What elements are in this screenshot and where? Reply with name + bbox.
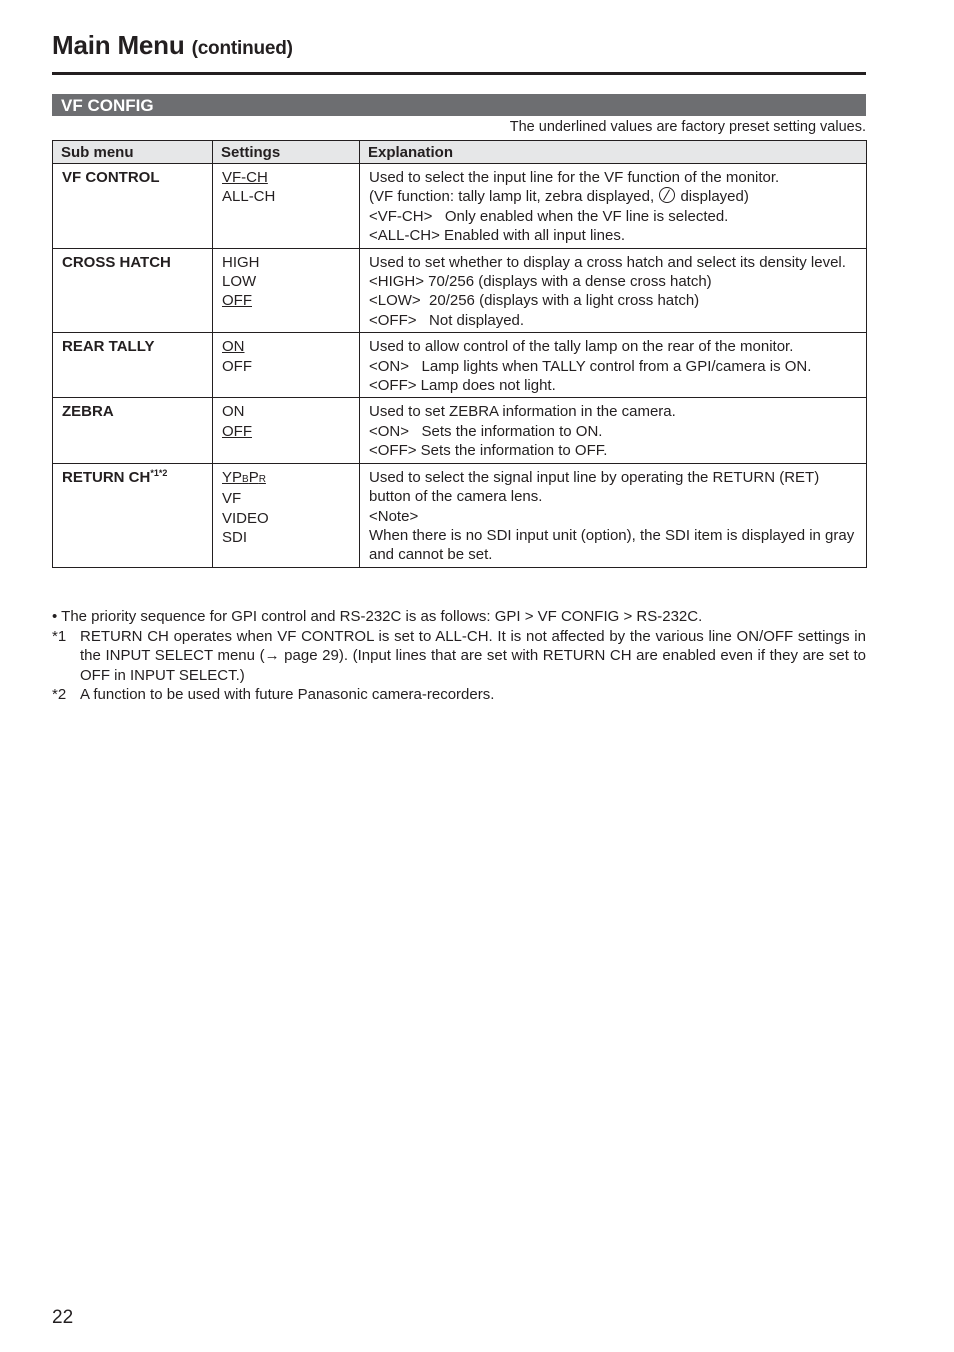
page-subtitle: (continued) xyxy=(191,38,293,59)
explanation-line: (VF function: tally lamp lit, zebra displayed, displayed) xyxy=(369,188,749,206)
setting-option: HIGH xyxy=(222,253,260,271)
explanation-line: <ON> Lamp lights when TALLY control from a GPI/camera is ON. xyxy=(369,357,812,375)
page-number: 22 xyxy=(52,1307,74,1328)
explanation-line: <HIGH> 70/256 (displays with a dense cross hatch) xyxy=(369,273,712,291)
footnote-ref: *1*2 xyxy=(150,467,168,478)
footnote-2 xyxy=(52,685,866,705)
explanation-line: Used to select the signal input line by operating the RETURN (RET) button of the camera lens. xyxy=(369,468,820,506)
explanation-line: <OFF> Lamp does not light. xyxy=(369,377,556,395)
explanation-cell xyxy=(360,333,867,398)
setting-option: VF xyxy=(222,490,242,508)
setting-option: OFF xyxy=(222,357,252,375)
explanation-line: When there is no SDI input unit (option), the SDI item is displayed in gray and cannot be set. xyxy=(369,526,855,564)
explanation-line: <ON> Sets the information to ON. xyxy=(369,422,603,440)
note-text: RETURN CH operates when VF CONTROL is set to ALL-CH. It is not affected by the various line ON/OFF settings in the INPUT SELECT menu (→ page 29). (Input lines that are set with RETURN CH are enabled even if they are set to OFF in INPUT SELECT.) xyxy=(80,627,866,684)
settings-cell xyxy=(213,248,360,333)
explanation-cell xyxy=(360,164,867,249)
explanation-line: <OFF> Sets the information to OFF. xyxy=(369,442,608,460)
table-row xyxy=(53,164,867,249)
note-text: A function to be used with future Panasonic camera-recorders. xyxy=(80,686,495,704)
setting-option: ALL-CH xyxy=(222,188,276,206)
explanation-cell xyxy=(360,398,867,463)
explanation-line: Used to select the input line for the VF function of the monitor. xyxy=(369,169,780,186)
table-row xyxy=(53,248,867,333)
settings-cell xyxy=(213,164,360,249)
preset-note: The underlined values are factory preset setting values. xyxy=(509,119,866,135)
footnote-mark: *1 xyxy=(52,627,67,645)
settings-cell xyxy=(213,463,360,567)
setting-option: VIDEO xyxy=(222,509,269,527)
setting-option: LOW xyxy=(222,273,257,291)
vf-config-table xyxy=(52,140,867,568)
settings-cell xyxy=(213,398,360,463)
explanation-line: <LOW> 20/256 (displays with a light cross hatch) xyxy=(369,292,700,310)
explanation-line: <ALL-CH> Enabled with all input lines. xyxy=(369,227,625,245)
explanation-line: Used to set whether to display a cross hatch and select its density level. xyxy=(369,253,846,271)
sub-menu-vf-control: VF CONTROL xyxy=(53,164,213,249)
settings-cell xyxy=(213,333,360,398)
sub-menu-zebra: ZEBRA xyxy=(53,398,213,463)
column-header-settings: Settings xyxy=(213,141,360,164)
sub-menu-cross-hatch: CROSS HATCH xyxy=(53,248,213,333)
table-row xyxy=(53,398,867,463)
explanation-line: Used to set ZEBRA information in the camera. xyxy=(369,403,676,421)
setting-option-default: ON xyxy=(222,338,245,356)
table-row xyxy=(53,463,867,567)
knob-icon xyxy=(659,187,675,203)
sub-menu-return-ch: RETURN CH$^{*1*2}$ xyxy=(53,463,213,567)
column-header-sub-menu: Sub menu xyxy=(53,141,213,164)
page-header xyxy=(52,30,866,61)
explanation-cell xyxy=(360,463,867,567)
setting-option-default: VF-CH xyxy=(222,169,268,186)
setting-option-default: OFF xyxy=(222,422,252,440)
section-title: VF CONFIG xyxy=(52,94,866,116)
header-rule xyxy=(52,72,866,75)
setting-option: SDI xyxy=(222,528,248,546)
explanation-line: <Note> xyxy=(369,507,419,525)
table-row xyxy=(53,333,867,398)
footnote-mark: *2 xyxy=(52,686,67,704)
explanation-cell xyxy=(360,248,867,333)
setting-option-default: YPBPR xyxy=(222,468,266,486)
table-header-row xyxy=(53,141,867,164)
setting-option-default: OFF xyxy=(222,292,252,310)
page-title: Main Menu (continued) xyxy=(52,30,293,60)
sub-menu-rear-tally: REAR TALLY xyxy=(53,333,213,398)
notes-block xyxy=(52,607,866,705)
setting-option: ON xyxy=(222,403,245,421)
column-header-explanation: Explanation xyxy=(360,141,867,164)
explanation-line: <VF-CH> Only enabled when the VF line is selected. xyxy=(369,207,729,225)
note-bullet xyxy=(52,607,866,627)
note-text: • The priority sequence for GPI control and RS-232C is as follows: GPI > VF CONFIG > RS-232C. xyxy=(52,608,703,625)
explanation-line: <OFF> Not displayed. xyxy=(369,311,525,329)
footnote-1 xyxy=(52,627,866,686)
explanation-line: Used to allow control of the tally lamp on the rear of the monitor. xyxy=(369,338,794,356)
